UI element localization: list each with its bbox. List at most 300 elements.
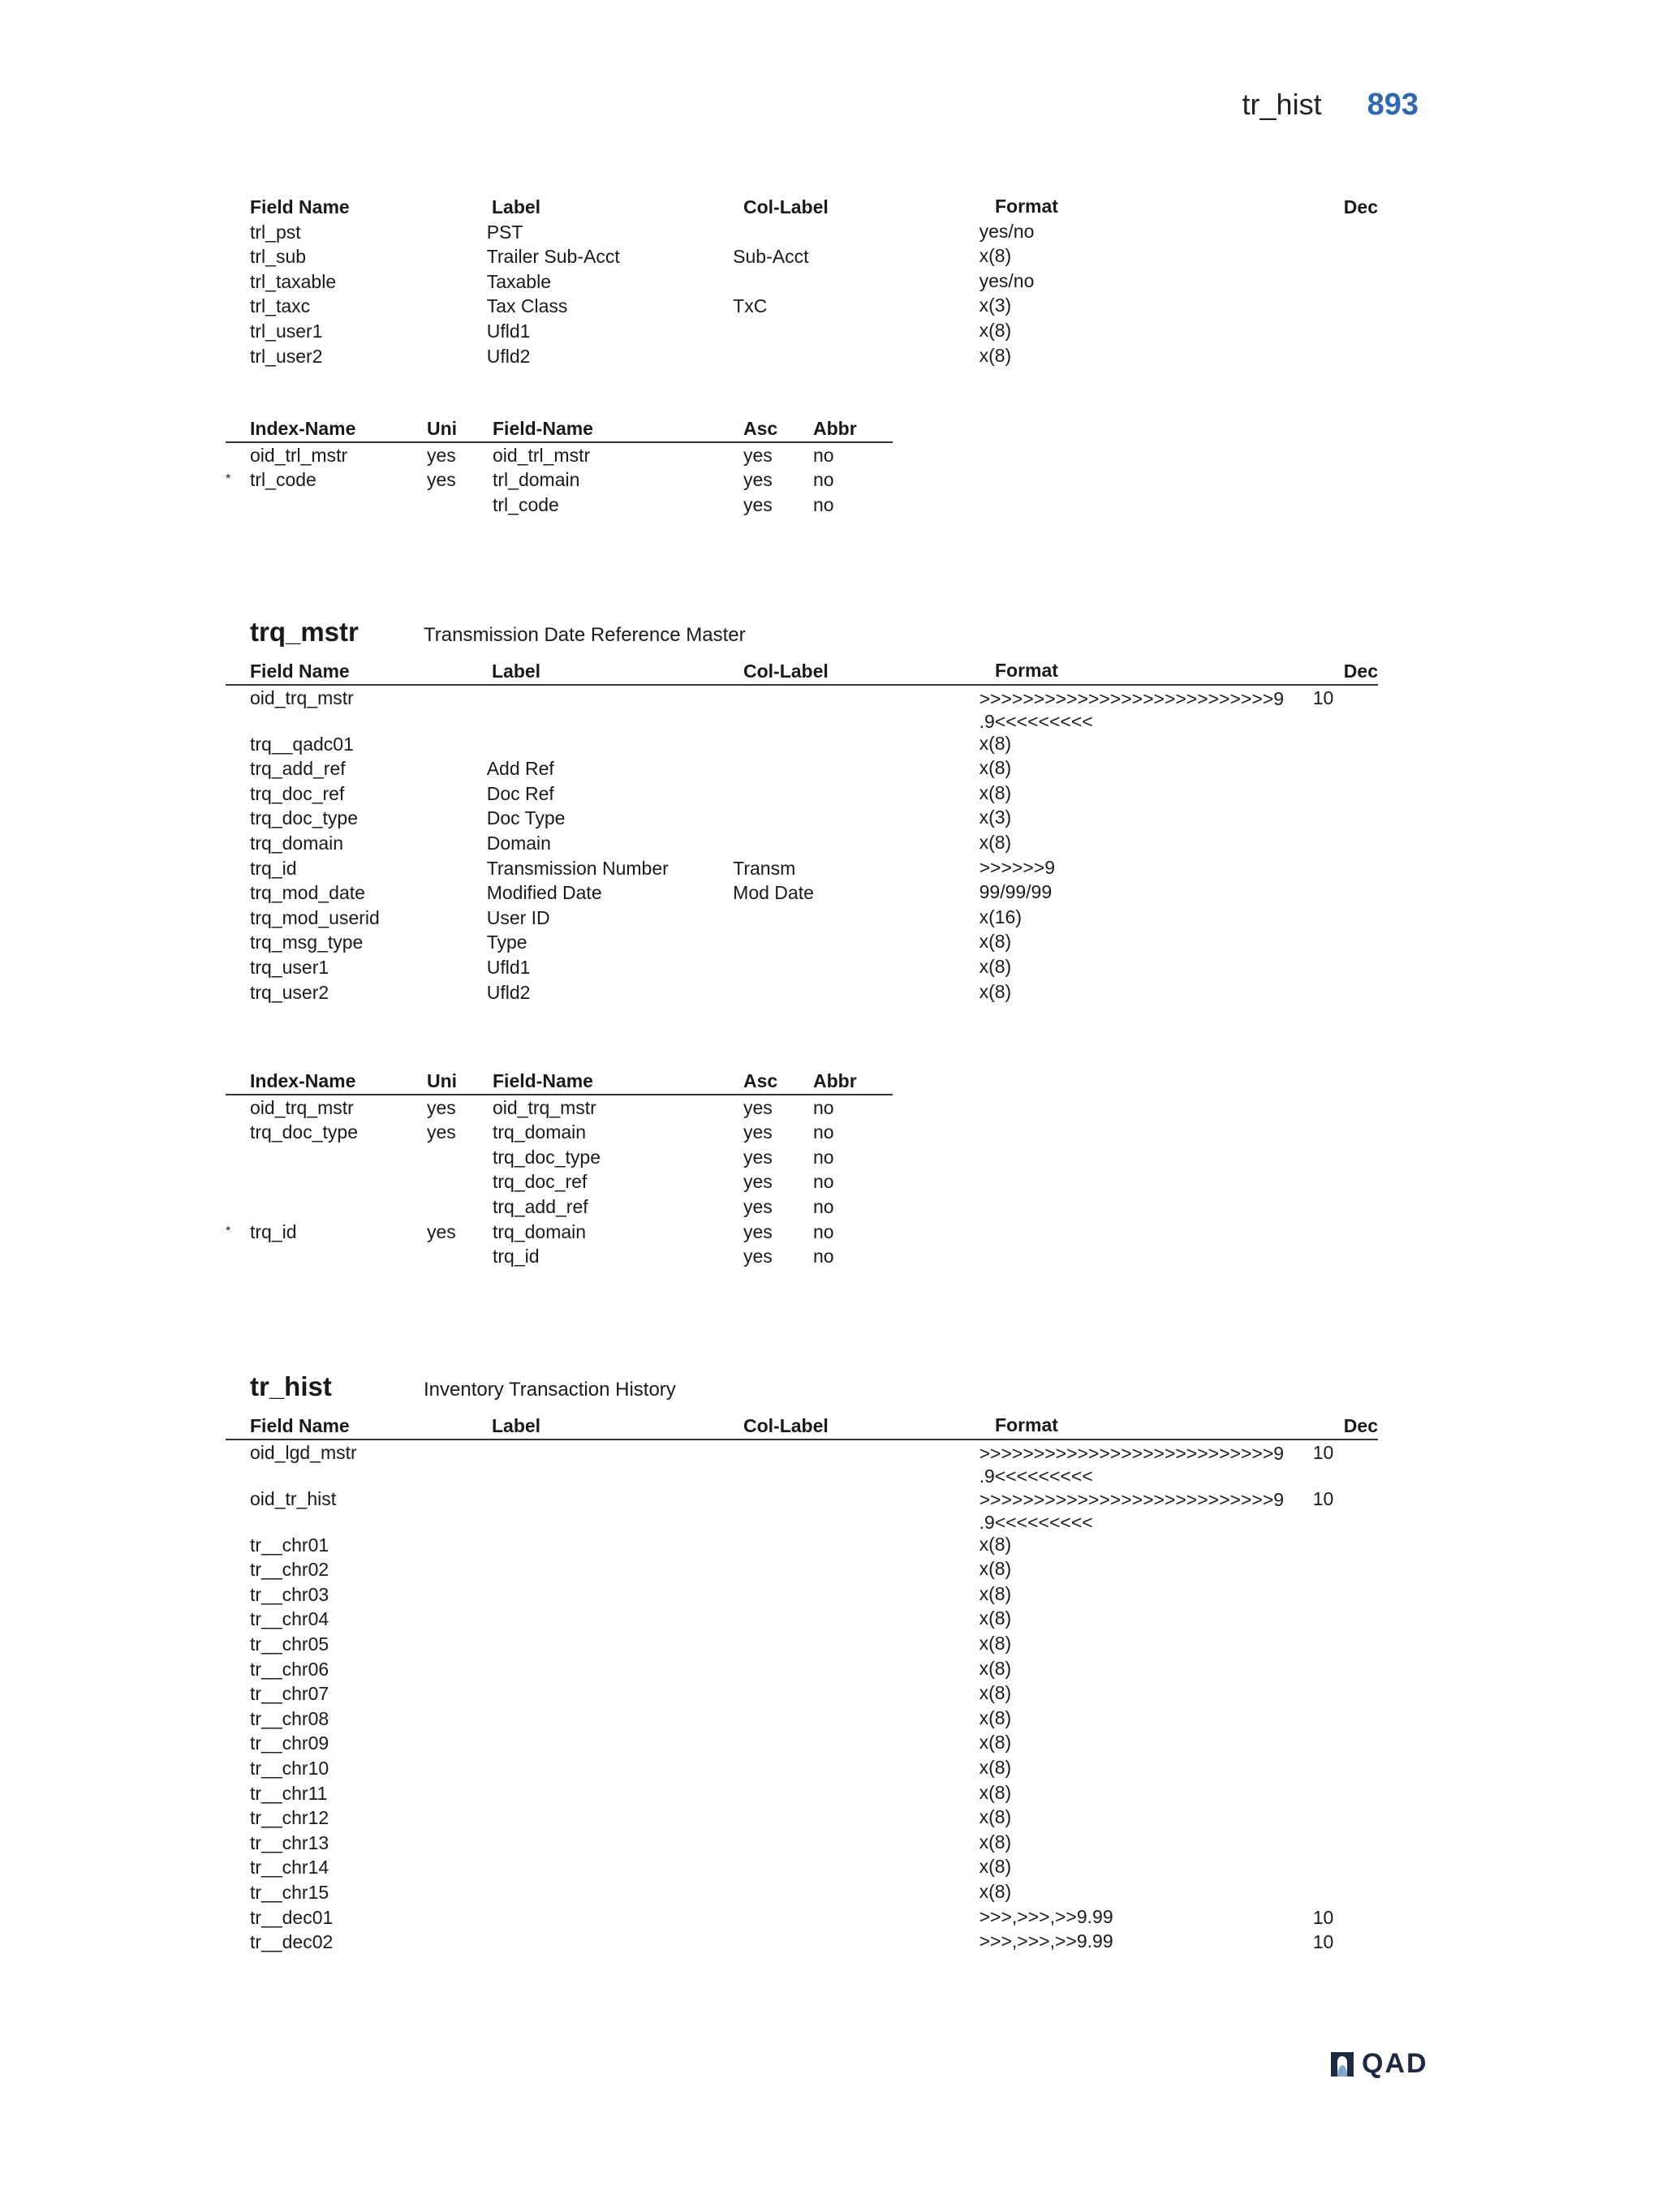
field-name: tr__chr15 [250,1881,329,1903]
field-col-label [733,732,979,757]
index-unique [427,1169,493,1194]
col-header-label: Label [492,661,541,682]
index-table-header [226,416,893,443]
field-name: trl_user1 [250,320,323,342]
field-name: trq_add_ref [250,758,346,780]
field-row [226,930,1378,955]
index-ascending: yes [743,1246,773,1267]
field-dec [1313,269,1378,295]
field-col-label [733,1632,979,1657]
field-label: Domain [486,832,551,854]
index-field-name: trq_domain [493,1220,587,1242]
field-name: trl_user2 [250,345,323,367]
index-abbreviated: no [813,1146,834,1168]
field-col-label [733,1533,979,1558]
field-name: tr__chr09 [250,1732,329,1754]
index-abbreviated: no [813,444,834,466]
field-col-label [733,1440,979,1487]
field-col-label: Sub-Acct [733,246,809,268]
field-col-label [733,930,979,955]
field-format: >>>>>>>>>>>>>>>>>>>>>>>>>>>9 .9<<<<<<<<< [979,1488,1285,1533]
field-col-label [733,344,979,369]
field-row [226,980,1378,1005]
field-col-label [733,1657,979,1682]
field-label: PST [486,221,523,243]
field-row [226,806,1378,831]
field-dec [1313,1582,1378,1607]
field-dec [1313,781,1378,807]
field-col-label [733,1880,979,1905]
index-name: oid_trq_mstr [250,1096,354,1118]
field-format: x(8) [979,344,1012,366]
field-format: x(8) [979,1756,1012,1778]
field-name: oid_trq_mstr [250,686,354,708]
index-abbreviated: no [813,1246,834,1267]
index-ascending: yes [743,1146,773,1168]
qad-logo-text: QAD [1362,2048,1428,2079]
index-name [226,493,427,518]
index-row [226,1120,893,1145]
field-name: trq_user2 [250,981,329,1003]
field-label [487,1855,733,1880]
index-row [226,1095,893,1121]
field-dec: 10 [1312,1441,1334,1463]
index-abbreviated: no [813,1121,834,1143]
field-col-label [733,1930,979,1955]
running-title: tr_hist [1242,88,1322,121]
field-format: x(3) [979,295,1012,316]
field-dec: 10 [1312,1906,1334,1928]
field-row [226,1731,1378,1756]
index-name: trl_code [250,469,316,491]
index-field-name: trq_add_ref [493,1195,588,1217]
col-header-format: Format [995,660,1058,681]
field-format: yes/no [979,269,1035,291]
tr-hist-field-table [226,1414,1378,1955]
field-row [226,732,1378,757]
col-header-field-name: Field Name [250,1415,350,1436]
field-name: trq_doc_type [250,807,358,829]
index-unique: yes [427,1096,456,1118]
field-dec [1313,930,1378,955]
col-header-col-label: Col-Label [743,661,829,682]
qad-logo-icon [1328,2051,1357,2078]
field-name: tr__chr03 [250,1583,329,1605]
trl-field-table [226,195,1378,368]
field-name: tr__dec02 [250,1931,334,1953]
field-dec [1313,1632,1378,1657]
field-label [487,1831,733,1856]
col-header-field-name: Field-Name [493,1070,593,1091]
field-name: trq__qadc01 [250,733,354,755]
field-name: tr__chr06 [250,1658,329,1680]
field-name: oid_lgd_mstr [250,1441,357,1463]
field-row [226,1905,1378,1930]
field-row [226,1487,1378,1533]
field-row [226,1533,1378,1558]
field-row [226,1657,1378,1682]
field-row [226,1855,1378,1880]
tr-hist-section [226,1371,1378,1955]
field-format: x(8) [979,245,1012,267]
field-dec [1313,880,1378,906]
field-row [226,1930,1378,1955]
col-header-col-label: Col-Label [743,1415,829,1436]
page-header [1242,88,1419,123]
index-ascending: yes [743,1096,773,1118]
trl-fields-section [226,195,1378,368]
col-header-asc: Asc [743,1070,778,1091]
index-name [226,1194,427,1220]
trl-index-section [226,416,1378,517]
field-format: x(8) [979,1831,1012,1853]
field-row [226,686,1378,732]
field-dec [1313,1657,1378,1682]
col-header-uni: Uni [427,1070,458,1091]
field-col-label [733,220,979,245]
col-header-label: Label [492,196,541,217]
index-ascending: yes [743,1195,773,1217]
field-rows [226,686,1378,1005]
field-row [226,856,1378,881]
field-col-label [733,1706,979,1732]
index-field-name: trl_code [493,493,559,515]
index-name: oid_trl_mstr [250,444,348,466]
field-format: >>>,>>>,>>9.99 [979,1905,1113,1927]
page-number: 893 [1367,88,1419,122]
field-format: x(8) [979,1806,1012,1828]
index-row [226,467,893,493]
field-row [226,1781,1378,1806]
field-col-label [733,980,979,1005]
trq-index-section [226,1069,1378,1269]
index-rows [226,443,893,518]
field-dec [1313,1681,1378,1706]
field-label [487,1880,733,1905]
field-row [226,756,1378,781]
field-col-label [733,1557,979,1582]
field-table-header [226,659,1378,686]
field-format: x(8) [979,931,1012,953]
index-abbreviated: no [813,493,834,515]
field-rows [226,1440,1378,1955]
field-row [226,831,1378,856]
field-table-header [226,1414,1378,1440]
field-name: oid_tr_hist [250,1487,337,1509]
index-unique: yes [427,469,456,491]
index-ascending: yes [743,444,773,466]
index-rows [226,1095,893,1269]
field-label [487,1805,733,1831]
index-abbreviated: no [813,1171,834,1193]
field-label: Ufld2 [486,345,531,367]
field-col-label: TxC [733,295,768,317]
field-format: x(16) [979,906,1023,927]
field-label [487,1632,733,1657]
col-header-format: Format [995,196,1058,217]
index-ascending: yes [743,493,773,515]
field-format: x(8) [979,1856,1012,1878]
field-name: tr__chr13 [250,1831,329,1853]
index-row [226,1145,893,1170]
index-ascending: yes [743,1121,773,1143]
field-label: Add Ref [486,758,554,780]
index-name [226,1244,427,1269]
col-header-field-name: Field Name [250,196,350,217]
index-row [226,1169,893,1194]
col-header-dec: Dec [1343,196,1378,217]
field-label [487,1781,733,1806]
field-dec [1313,955,1378,980]
field-col-label [733,831,979,856]
field-label: Doc Type [486,807,566,829]
field-row [226,1440,1378,1487]
index-field-name: oid_trq_mstr [493,1096,596,1118]
col-header-index-name: Index-Name [250,1070,356,1091]
field-row [226,880,1378,906]
index-unique [427,493,493,518]
field-format: yes/no [979,220,1035,242]
field-label [487,1487,733,1533]
field-format: >>>,>>>,>>9.99 [979,1930,1113,1952]
field-label [487,1731,733,1756]
index-field-name: trq_doc_ref [493,1171,588,1193]
trq-index-table [226,1069,893,1269]
field-row [226,781,1378,807]
field-label: Doc Ref [486,782,554,804]
col-header-label: Label [492,1415,541,1436]
field-format: x(8) [979,831,1012,853]
col-header-abbr: Abbr [813,1070,857,1091]
field-format: x(8) [979,1682,1012,1704]
field-dec [1313,1706,1378,1732]
index-ascending: yes [743,1171,773,1193]
index-name: trq_id [250,1220,297,1242]
field-format: >>>>>>>>>>>>>>>>>>>>>>>>>>>9 .9<<<<<<<<< [979,1442,1285,1487]
field-col-label [733,1582,979,1607]
field-col-label [733,1781,979,1806]
field-row [226,1632,1378,1657]
field-label: Trailer Sub-Acct [486,246,620,268]
index-abbreviated: no [813,1220,834,1242]
field-dec [1313,856,1378,881]
field-dec [1313,319,1378,344]
field-dec [1313,1607,1378,1632]
field-col-label [733,1756,979,1781]
col-header-dec: Dec [1343,1415,1378,1436]
field-label: User ID [486,906,550,928]
field-col-label: Transm [733,857,796,879]
field-label: Modified Date [486,882,602,904]
field-row [226,294,1378,319]
field-format: 99/99/99 [979,881,1053,903]
field-name: trl_taxable [250,270,337,292]
index-row [226,493,893,518]
col-header-dec: Dec [1343,661,1378,682]
field-dec: 10 [1312,1931,1334,1953]
field-dec [1313,244,1378,269]
field-row [226,955,1378,980]
field-row [226,244,1378,269]
field-name: tr__chr12 [250,1807,329,1829]
index-unique [427,1244,493,1269]
field-row [226,344,1378,369]
index-unique: yes [427,444,456,466]
field-label [487,1557,733,1582]
trq-field-table [226,659,1378,1005]
field-label: Transmission Number [486,857,669,879]
table-title-row [250,617,1378,648]
field-row [226,1706,1378,1732]
index-unique [427,1145,493,1170]
field-name: trq_msg_type [250,932,364,953]
field-row [226,1756,1378,1781]
field-row [226,1607,1378,1632]
field-dec [1313,1880,1378,1905]
field-label [487,686,733,732]
field-dec [1313,906,1378,931]
trl-index-table [226,416,893,517]
field-name: tr__chr11 [250,1782,328,1804]
field-label [487,732,733,757]
col-header-field-name: Field Name [250,661,350,682]
field-name: tr__chr14 [250,1857,329,1878]
index-row [226,443,893,468]
field-format: x(8) [979,1706,1012,1728]
field-label: Type [486,932,527,953]
index-abbreviated: no [813,1195,834,1217]
field-col-label [733,1905,979,1930]
field-name: tr__chr05 [250,1633,329,1655]
field-name: trq_mod_userid [250,906,380,928]
field-label [487,1756,733,1781]
table-title: tr_hist [250,1371,332,1401]
col-header-format: Format [995,1414,1058,1435]
field-col-label [733,781,979,807]
field-name: tr__chr10 [250,1757,329,1779]
field-name: trq_domain [250,832,344,854]
field-col-label [733,1487,979,1533]
field-col-label [733,319,979,344]
field-dec [1313,1731,1378,1756]
field-dec [1313,806,1378,831]
index-field-name: trq_doc_type [493,1146,601,1168]
field-col-label [733,1805,979,1831]
field-format: x(8) [979,1880,1012,1902]
field-name: tr__chr02 [250,1559,329,1581]
table-description: Inventory Transaction History [424,1379,676,1401]
index-field-name: trq_domain [493,1121,587,1143]
field-format: x(8) [979,1533,1012,1555]
index-name: trq_doc_type [250,1121,358,1143]
field-format: >>>>>>>>>>>>>>>>>>>>>>>>>>>9 .9<<<<<<<<< [979,687,1285,732]
field-row [226,319,1378,344]
field-format: x(3) [979,807,1012,828]
field-dec [1313,1756,1378,1781]
field-label [487,1657,733,1682]
index-name [226,1145,427,1170]
field-dec [1313,1781,1378,1806]
field-dec [1313,294,1378,319]
field-name: trq_user1 [250,956,329,978]
index-row [226,1194,893,1220]
index-row [226,1244,893,1269]
field-format: x(8) [979,1582,1012,1604]
field-col-label [733,1607,979,1632]
field-label: Taxable [486,270,551,292]
field-name: trl_sub [250,246,307,268]
primary-index-marker: * [226,472,231,487]
field-col-label [733,1731,979,1756]
field-dec [1313,1557,1378,1582]
field-format: x(8) [979,1607,1012,1629]
field-name: tr__dec01 [250,1906,334,1928]
field-col-label [733,806,979,831]
field-format: x(8) [979,980,1012,1002]
col-header-index-name: Index-Name [250,418,356,439]
field-name: trq_doc_ref [250,782,345,804]
field-dec [1313,831,1378,856]
field-format: x(8) [979,757,1012,779]
field-col-label: Mod Date [733,882,814,904]
col-header-uni: Uni [427,418,458,439]
index-name [226,1169,427,1194]
field-label [487,1607,733,1632]
col-header-field-name: Field-Name [493,418,593,439]
index-field-name: oid_trl_mstr [493,444,591,466]
field-format: x(8) [979,319,1012,341]
index-ascending: yes [743,469,773,491]
field-row [226,906,1378,931]
field-label [487,1533,733,1558]
field-name: tr__chr01 [250,1534,329,1556]
index-row [226,1220,893,1245]
field-name: trq_id [250,857,297,879]
field-label [487,1440,733,1487]
trq-mstr-section [226,617,1378,1005]
field-dec [1313,1533,1378,1558]
field-label [487,1930,733,1955]
field-format: >>>>>>9 [979,856,1055,878]
field-label: Ufld2 [486,981,531,1003]
field-col-label [733,906,979,931]
field-row [226,1557,1378,1582]
field-dec [1313,1805,1378,1831]
field-table-header [226,195,1378,220]
field-col-label [733,756,979,781]
field-row [226,1880,1378,1905]
index-unique [427,1194,493,1220]
table-description: Transmission Date Reference Master [424,624,746,646]
field-dec [1313,756,1378,781]
field-dec: 10 [1312,686,1334,708]
field-row [226,220,1378,245]
field-format: x(8) [979,1632,1012,1654]
table-title: trq_mstr [250,617,359,647]
field-col-label [733,1855,979,1880]
field-name: tr__chr08 [250,1707,329,1729]
field-format: x(8) [979,955,1012,977]
field-format: x(8) [979,781,1012,803]
index-field-name: trl_domain [493,469,580,491]
field-row [226,1681,1378,1706]
index-abbreviated: no [813,1096,834,1118]
qad-logo [1328,2048,1428,2080]
field-name: trq_mod_date [250,882,365,904]
field-row [226,1831,1378,1856]
field-label: Ufld1 [486,320,531,342]
field-format: x(8) [979,732,1012,754]
